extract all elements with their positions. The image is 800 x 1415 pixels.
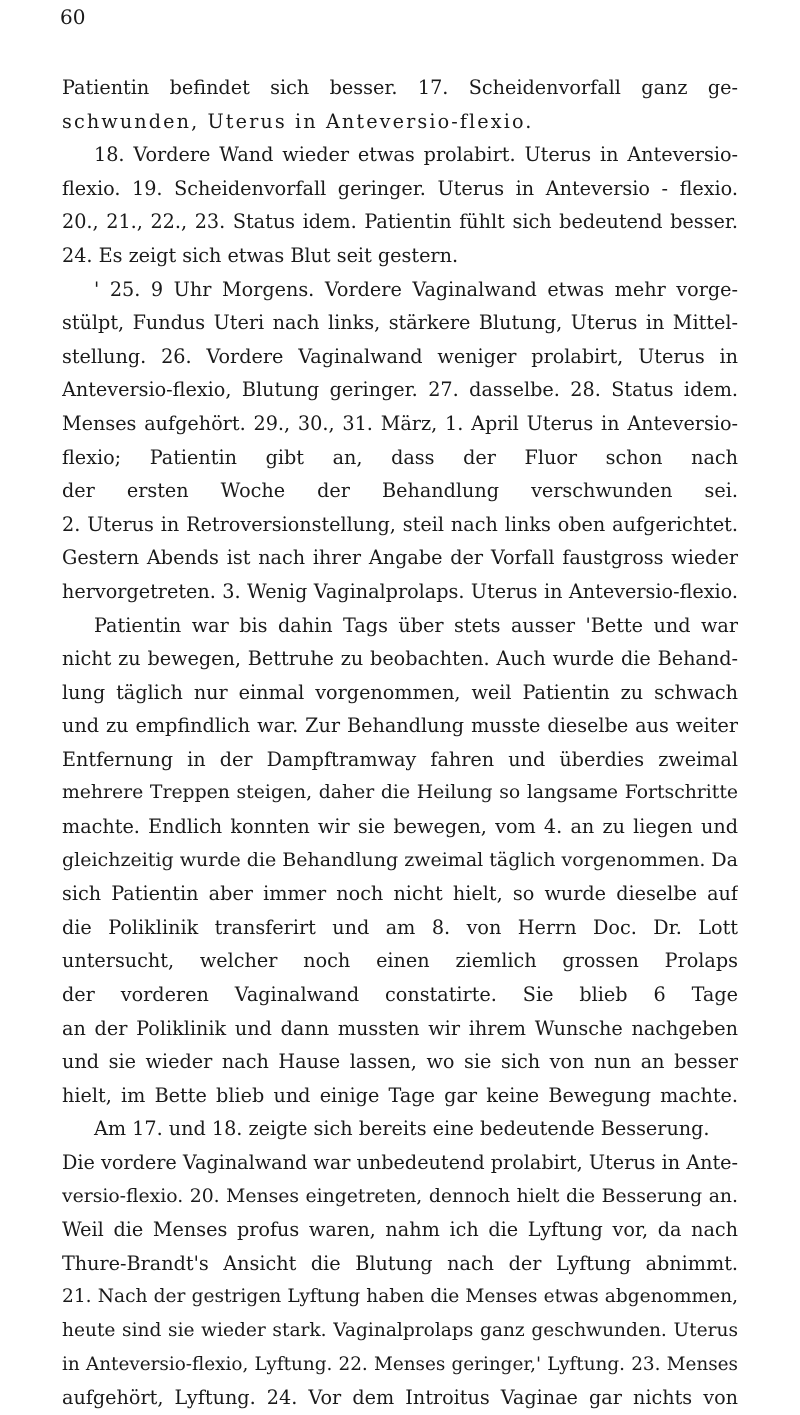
text-line: Die vordere Vaginalwand war unbedeutend prolabirt, Uterus in Ante- — [62, 1151, 738, 1174]
text-line: mehrere Treppen steigen, daher die Heilung so langsame Fortschritte — [62, 782, 738, 804]
text-line: 24. Es zeigt sich etwas Blut seit gestern. — [62, 243, 459, 267]
text-line: hielt, im Bette blieb und einige Tage gar keine Bewegung machte. — [62, 1083, 738, 1107]
text-line: 18. Vordere Wand wieder etwas prolabirt. Uterus in Anteversio- — [94, 143, 738, 167]
text-line: ' 25. 9 Uhr Morgens. Vordere Vaginalwand etwas mehr vorge- — [94, 277, 738, 301]
text-line: Thure-Brandt's Ansicht die Blutung nach der Lyftung abnimmt. — [62, 1251, 738, 1275]
page-number: 60 — [60, 5, 86, 29]
text-line: stellung. 26. Vordere Vaginalwand weniger prolabirt, Uterus in — [62, 344, 738, 368]
text-line: nicht zu bewegen, Bettruhe zu beobachten. Auch wurde die Behand- — [62, 647, 738, 671]
text-line: untersucht, welcher noch einen ziemlich grossen Prolaps — [62, 949, 738, 973]
text-line: sich Patientin aber immer noch nicht hielt, so wurde dieselbe auf — [62, 882, 738, 906]
text-line: versio-flexio. 20. Menses eingetreten, dennoch hielt die Besserung an. — [62, 1185, 738, 1207]
text-line: Gestern Abends ist nach ihrer Angabe der Vorfall faustgross wieder — [62, 546, 738, 570]
text-line: der ersten Woche der Behandlung verschwunden sei. — [62, 479, 738, 503]
text-line: hervorgetreten. 3. Wenig Vaginalprolaps. Uterus in Anteversio-flexio. — [62, 579, 738, 603]
text-line: gleichzeitig wurde die Behandlung zweimal täglich vorgenommen. Da — [62, 848, 738, 871]
text-line: machte. Endlich konnten wir sie bewegen, vom 4. an zu liegen und — [62, 815, 738, 839]
text-line: 2. Uterus in Retroversionstellung, steil nach links oben aufgerichtet. — [62, 512, 738, 536]
text-line: Patientin war bis dahin Tags über stets ausser 'Bette und war — [94, 613, 738, 637]
text-line: an der Poliklinik und dann mussten wir ihrem Wunsche nachgeben — [62, 1016, 738, 1040]
text-line: heute sind sie wieder stark. Vaginalprolaps ganz geschwunden. Uterus — [62, 1319, 738, 1341]
text-line: lung täglich nur einmal vorgenommen, weil Patientin zu schwach — [62, 680, 738, 704]
text-line: die Poliklinik transferirt und am 8. von Herrn Doc. Dr. Lott — [62, 915, 738, 939]
text-line: Am 17. und 18. zeigte sich bereits eine bedeutende Besserung. — [94, 1117, 710, 1141]
text-line: 21. Nach der gestrigen Lyftung haben die Menses etwas abgenommen, — [62, 1286, 738, 1308]
text-line: Menses aufgehört. 29., 30., 31. März, 1. April Uterus in Anteversio- — [62, 411, 738, 435]
text-line: aufgehört, Lyftung. 24. Vor dem Introitus Vaginae gar nichts von — [62, 1386, 738, 1410]
body-text — [62, 71, 738, 1415]
text-line: Patientin befindet sich besser. 17. Scheidenvorfall ganz ge- — [62, 76, 738, 99]
text-line: und sie wieder nach Hause lassen, wo sie sich von nun an besser — [62, 1050, 738, 1074]
text-line: Entfernung in der Dampftramway fahren und überdies zweimal — [62, 747, 738, 771]
text-line: flexio. 19. Scheidenvorfall geringer. Uterus in Anteversio - flexio. — [62, 176, 738, 200]
text-line: 20., 21., 22., 23. Status idem. Patientin fühlt sich bedeutend besser. — [62, 210, 738, 234]
text-line: Anteversio-flexio, Blutung geringer. 27. dasselbe. 28. Status idem. — [62, 378, 738, 402]
text-line: der vorderen Vaginalwand constatirte. Sie blieb 6 Tage — [62, 983, 738, 1007]
text-line: stülpt, Fundus Uteri nach links, stärkere Blutung, Uterus in Mittel- — [62, 311, 738, 335]
text-line: in Anteversio-flexio, Lyftung. 22. Menses geringer,' Lyftung. 23. Menses — [62, 1353, 738, 1375]
text-line: und zu empfindlich war. Zur Behandlung musste dieselbe aus weiter — [62, 714, 738, 738]
text-line: flexio; Patientin gibt an, dass der Fluor schon nach — [62, 445, 738, 469]
text-line: schwunden, Uterus in Anteversio-flexio. — [62, 109, 534, 133]
text-line: Weil die Menses profus waren, nahm ich die Lyftung vor, da nach — [62, 1218, 738, 1242]
